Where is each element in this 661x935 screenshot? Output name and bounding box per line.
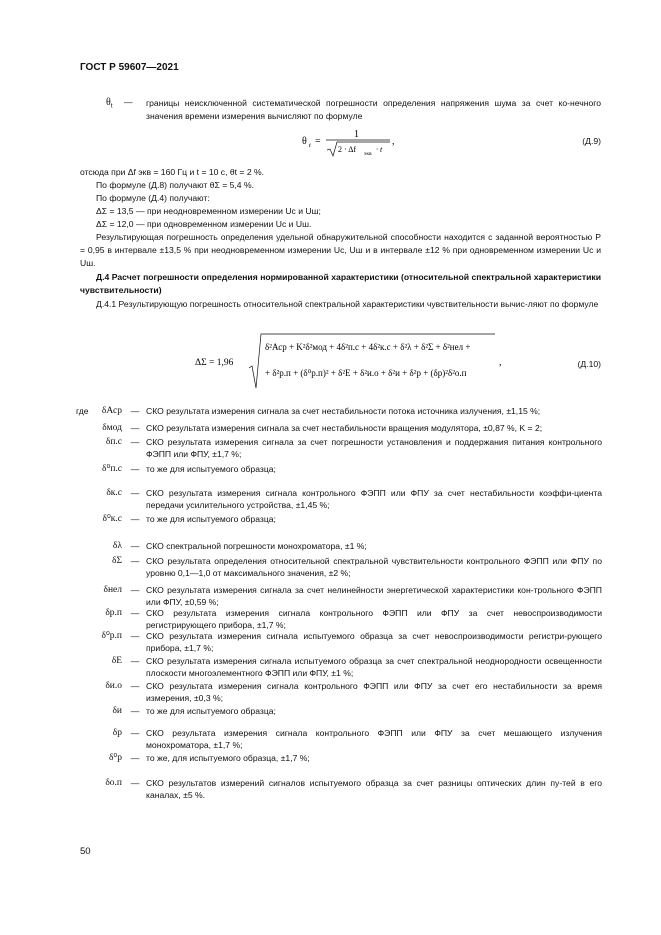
calc-line-4: ΔΣ = 13,5 — при неодновременном измерении Uc и Uш; [96,206,321,216]
eq10-row1: δ²Аср + K²δ²мод + 4δ²п.с + 4δ²к.с + δ²λ + δ²Σ + δ²нел + [265,342,471,352]
calc-line-5: ΔΣ = 12,0 — при одновременном измерении Uc и Uш. [96,219,312,229]
definition-symbol: δр.п [105,608,122,618]
definition-dash: — [130,681,140,691]
definition-text: СКО результата измерения сигнала контрольного ФЭПП или ФПУ за счет мешающего излучения монохроматора, ±1,7 %; [146,728,602,751]
definition-text: СКО результата измерения сигнала контрольного ФЭПП или ФПУ за счет невоспроизводимости регистрирующего прибора, ±1,7 %; [146,608,602,631]
definition-text: СКО результата измерения сигнала за счет нестабильности потока источника излучения, ±1,15 %; [146,406,541,416]
definition-prefix: где [76,406,89,416]
equation-d9 [300,125,410,159]
eq10-tail: , [499,357,502,368]
definition-dash: — [130,608,140,618]
definition-dash: — [130,585,140,595]
definition-text: СКО результата измерения сигнала за счет погрешности установления и поддержания питания контрольного ФЭПП или ФПУ, ±1,7 %; [146,437,602,460]
eq10-row2: + δ²р.п + (δ⁰р.п)² + δ²E + δ²и.о + δ²и + δ²р + (δр)²δ²о.п [265,368,467,378]
definition-dash: — [130,656,140,666]
definition-text: то же для испытуемого образца; [146,706,276,716]
definition-symbol: δо.п [105,778,122,788]
eq9-label: (Д.9) [582,136,601,146]
definition-symbol: δп.с [105,437,122,447]
definition-text: то же для испытуемого образца; [146,514,276,524]
definition-symbol: δλ [112,541,122,551]
definition-symbol: δАср [101,406,122,416]
definition-dash: — [130,706,140,716]
definition-dash: — [130,556,140,566]
definition-text: СКО результата определения относительной спектральной чувствительности контрольного ФЭПП или ФПУ по уровню 0,1—1,0 от максимального значения, ±2 %; [146,556,602,579]
page-number: 50 [80,846,91,857]
definition-symbol: δк.с [106,488,122,498]
definition-symbol: δ⁰р [108,753,122,763]
definition-symbol: δр [112,728,122,738]
section-paragraph: Д.4.1 Результирующую погрешность относительной спектральной характеристики чувствительности вычис-ляют по формуле [96,299,599,309]
intro-dash: — [124,97,133,107]
definition-symbol: δ⁰к.с [102,514,122,524]
definition-text: СКО результата измерения сигнала за счет нелинейности энергетической характеристики кон-трольного ФЭПП или ФПУ, ±0,59 %; [146,585,602,608]
eq9-den-tail: · t [376,145,383,154]
eq10-lhs: ΔΣ = 1,96 [195,358,234,368]
definition-dash: — [130,778,140,788]
definition-symbol: δ⁰п.с [102,464,122,474]
definition-dash: — [130,514,140,524]
definition-symbol: δ⁰р.п [101,631,122,641]
eq9-numerator: 1 [354,129,359,140]
eq9-den: 2 · Δf [338,145,357,154]
result-paragraph: Результирующая погрешность определения удельной обнаружительной способности находится с заданной вероятностью P = 0,95 в интервале ±13,5 % при неодновременном измерении Uc, Uш и в интервале ±12 % при одновременном измерении Uc и Uш. [80,232,601,269]
definition-symbol: δнел [103,585,122,595]
calc-line-2: По формуле (Д.8) получают θΣ = 5,4 %. [96,180,255,190]
eq10-label: (Д.10) [577,359,601,369]
definition-text: то же для испытуемого образца; [146,464,276,474]
definition-dash: — [130,631,140,641]
definition-symbol: δи [112,706,122,716]
definition-symbol: δE [111,656,122,666]
eq9-lhs: θ [302,136,307,147]
definition-dash: — [130,488,140,498]
definition-dash: — [130,541,140,551]
definition-dash: — [130,423,140,433]
section-heading: Д.4 Расчет погрешности определения нормированной характеристики (относительной спектральной характеристики чувствительности) [80,272,601,295]
eq9-den-sub: экв [364,151,372,157]
definition-dash: — [130,464,140,474]
definition-symbol: δи.о [105,681,122,691]
eq9-tail: , [392,136,395,147]
eq9-equals: = [315,136,321,147]
document-header: ГОСТ Р 59607—2021 [80,62,179,73]
definition-dash: — [130,437,140,447]
definition-dash: — [130,406,140,416]
definition-dash: — [130,728,140,738]
equation-d10 [195,330,525,392]
eq9-lhs-sub: t [309,142,311,149]
intro-text: границы неисключенной систематической погрешности определения напряжения шума за счет ко-нечного значения времени измерения вычисляют по формуле [146,98,601,122]
theta-symbol: $\theta_t$ [106,97,113,110]
calc-line-1: отсюда при Δf экв = 160 Гц и t = 10 с, θt = 2 %. [80,167,265,177]
definition-text: СКО результатов измерений сигналов испытуемого образца за счет разницы оптических длин пу-тей в его каналах, ±5 %. [146,778,602,801]
definition-symbol: δмод [102,423,122,433]
definitions-list [64,405,602,835]
definition-text: СКО спектральной погрешности монохроматора, ±1 %; [146,541,367,551]
calc-line-3: По формуле (Д.4) получают: [96,193,210,203]
definition-text: СКО результата измерения сигнала контрольного ФЭПП или ФПУ за счет нестабильности коэффи-циента передачи усилительного устройства, ±1,45 %; [146,488,602,511]
definition-text: СКО результата измерения сигнала испытуемого образца за счет спектральной неоднородности освещенности плоскости многоэлементного ФЭПП или ФПУ, ±1 %; [146,656,602,679]
definition-dash: — [130,753,140,763]
definition-text: СКО результата измерения сигнала испытуемого образца за счет невоспроизводимости регистри-рующего прибора, ±1,7 %; [146,631,602,654]
definition-text: СКО результата измерения сигнала контрольного ФЭПП или ФПУ за счет его нестабильности за время измерения, ±0,3 %; [146,681,602,704]
definition-text: СКО результата измерения сигнала за счет нестабильности вращения модулятора, ±0,87 %, K = 2; [146,423,543,433]
definition-symbol: δΣ [111,556,122,566]
definition-text: то же, для испытуемого образца, ±1,7 %; [146,753,310,763]
